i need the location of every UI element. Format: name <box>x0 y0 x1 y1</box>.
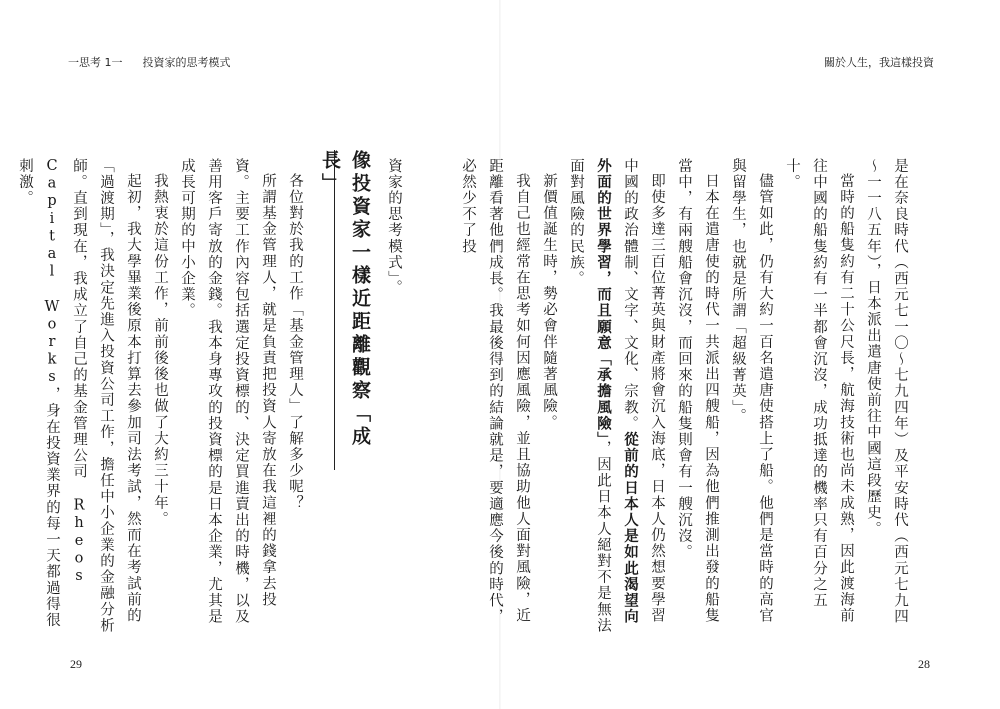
p5-text: 即使多達三百位菁英與財產將會沉入海底，日本人仍然想要學習中國的政治體制、文字、文化、宗教。 <box>622 158 665 624</box>
left-paragraph-2: 所謂基金管理人，就是負責把投資人寄放在我這裡的錢拿去投資。主要工作內容包括選定投資標的、決定買進賣出的時機，以及善用客戶寄放的金錢。我本身專攻的投資標的是日本企業，尤其是成長可期的中小企業。 <box>179 158 276 625</box>
left-continued-text: 資家的思考模式」。 <box>386 158 402 296</box>
right-paragraph-7: 我自己也經常在思考如何因應風險，並且協助他人面對風險，近距離看著他們成長。我最後得到的結論就是，要適應今後的時代，必然少不了投 <box>460 158 530 625</box>
right-paragraph-6: 新價值誕生時，勢必會伴隨著風險。 <box>541 172 557 431</box>
section-heading: 像投資家一樣近距離觀察「成長」 <box>334 150 375 470</box>
p5-ending: ，因此日本人絕對不是無法面對風險的民族。 <box>568 158 611 634</box>
left-paragraph-1: 各位對於我的工作「基金管理人」了解多少呢？ <box>287 172 303 511</box>
left-running-head <box>68 54 231 70</box>
emphasis-text: 從前的日本人是如此渴望向外面的世界學習，而且願意「承擔風險」 <box>595 158 638 625</box>
right-paragraph-2: 當時的船隻約有二十公尺長，航海技術也尚未成熟，因此渡海前往中國的船隻約有一半都會沉沒，成功抵達的機率只有百分之五十。 <box>784 158 854 624</box>
right-page-body <box>460 158 913 636</box>
right-running-head: 關於人生，我這樣投資 <box>824 56 934 69</box>
page-number-left: 29 <box>70 657 82 671</box>
page-number-right: 28 <box>918 657 930 671</box>
left-paragraph-3: 我熱衷於這份工作，前前後後也做了大約三十年。 <box>152 172 168 527</box>
right-paragraph-3: 儘管如此，仍有大約一百名遣唐使搭上了船。他們是當時的高官與留學生，也就是所謂「超級菁英」。 <box>730 158 773 624</box>
right-paragraph-4: 日本在遣唐使的時代一共派出四艘船，因為他們推測出發的船隻當中，有兩艘船會沉沒，而回來的船隻則會有一艘沉沒。 <box>676 158 719 624</box>
right-paragraph-5 <box>562 158 670 636</box>
left-paragraph-4: 起初，我大學畢業後原本打算去參加司法考試，然而在考試前的「過渡期」，我決定先進入投資公司工作，擔任中小企業的金融分析師。直到現在，我成立了自己的基金管理公司 Rheos Capital Works，身在投資業界的每一天都過得很刺激。 <box>17 158 141 634</box>
chapter-marker: 一思考 1一 <box>68 56 123 69</box>
chapter-title: 投資家的思考模式 <box>142 56 231 69</box>
right-paragraph-1: 是在奈良時代（西元七一〇～七九四年）及平安時代（西元七九四～一一八五年），日本派出遣唐使前往中國這段歷史。 <box>865 158 908 625</box>
